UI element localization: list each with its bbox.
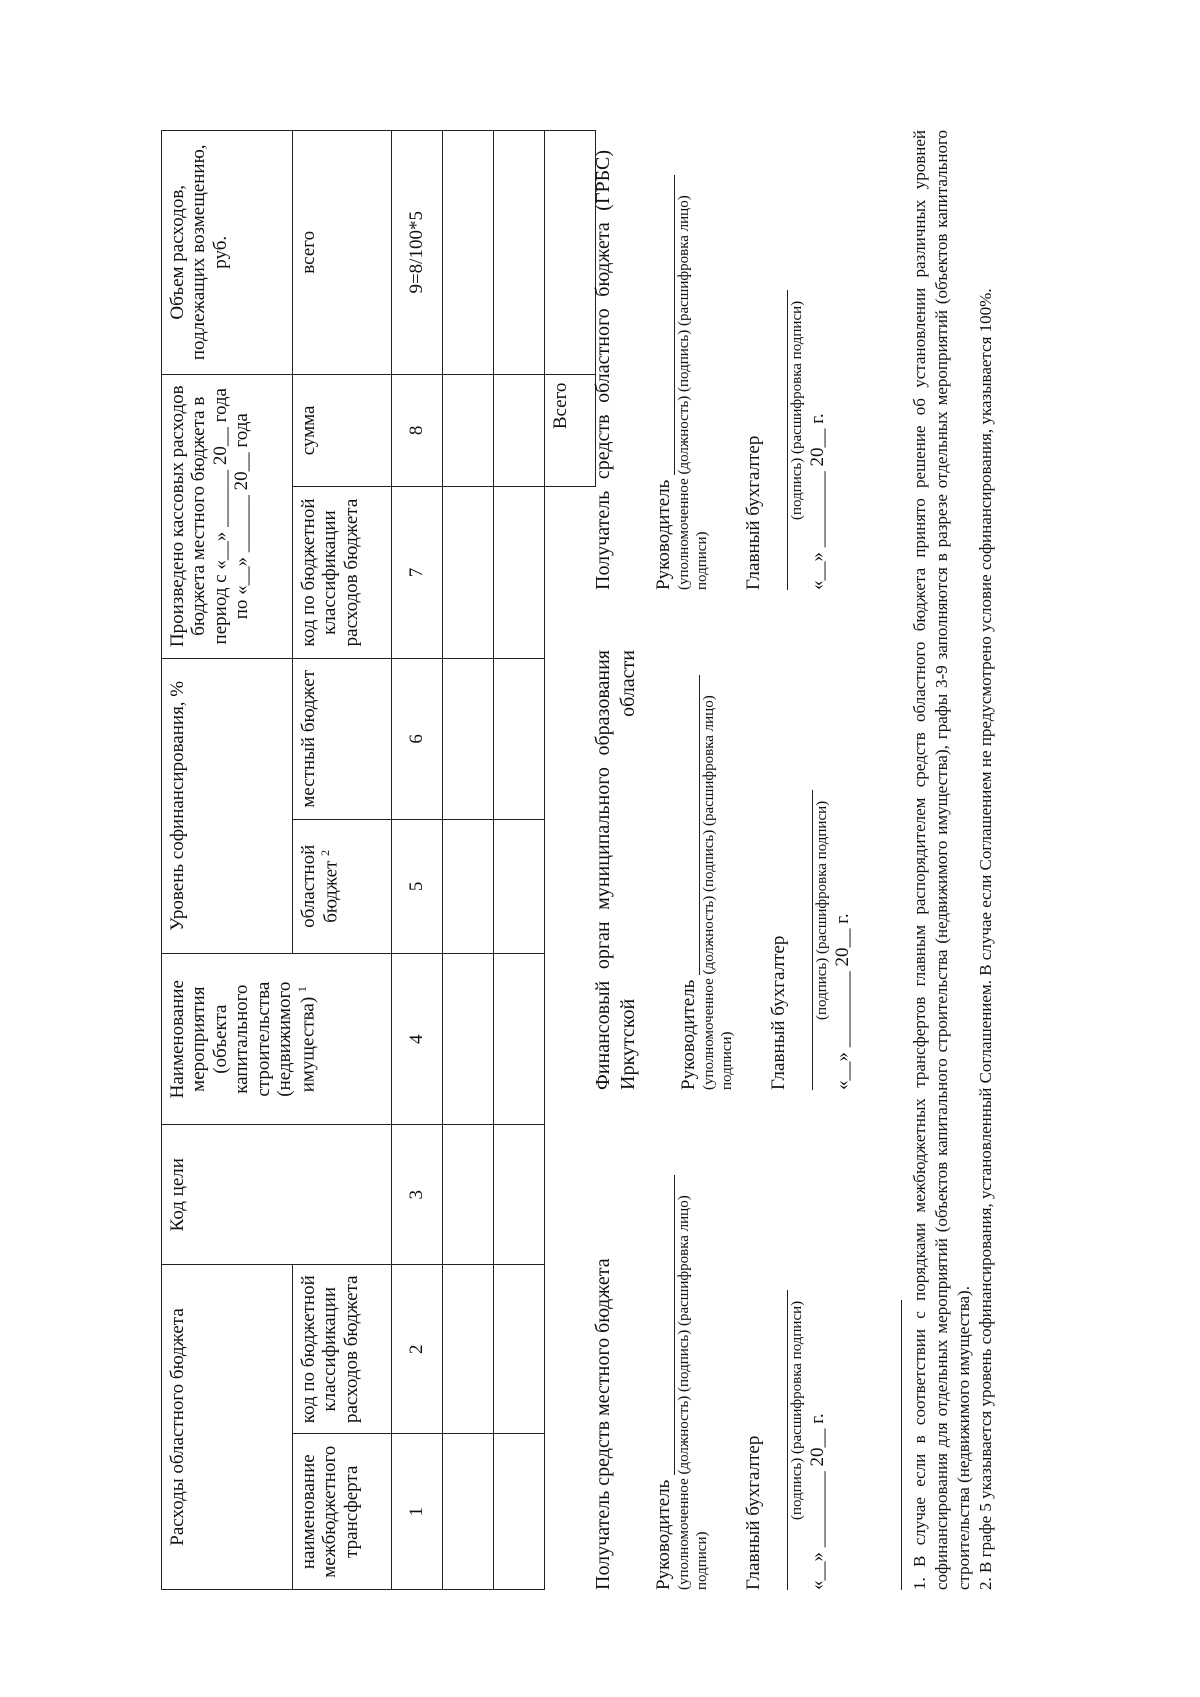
col-num: 5 [392,819,443,953]
signature-block-local [591,1150,830,1590]
total-label: Всего [545,374,596,487]
rotated-page [161,130,1121,1590]
manager-line: Руководитель [677,650,700,1090]
accountant-caption: (подпись) (расшифровка подписи) [814,800,831,1020]
header-local-exec: Произведено кассовых расходов бюджета местного бюджета в период с «__» ______ 20__ года по «__» ______ 20__ года [162,374,293,658]
header-transfer-name: наименование межбюджетного трансферта [293,1434,392,1590]
manager-line: Руководитель [652,1150,675,1590]
footnotes [909,130,997,1590]
header-kbk-1: код по бюджетной классификации расходов бюджета [293,1264,392,1434]
accountant-line: Главный бухгалтер [742,1150,788,1590]
header-total: всего [293,131,392,375]
header-local-budget: местный бюджет [293,658,392,819]
col-num: 9=8/100*5 [392,131,443,375]
signature-heading: Финансовый орган муниципального образования Иркутской области [592,650,639,1090]
accountant-line: Главный бухгалтер [742,150,788,590]
header-goal-code: Код цели [162,1125,392,1264]
col-num: 6 [392,658,443,819]
manager-caption: (уполномоченное (должность) (подпись) (расшифровка лицо) подписи) [676,195,711,590]
col-num: 3 [392,1125,443,1264]
header-row-2 [293,131,392,1590]
table-row [443,131,494,1590]
column-numbers-row [392,131,443,1590]
header-sum: сумма [293,374,392,487]
header-reimb: Объем расходов, подлежащих возмещению, руб. [162,131,293,375]
total-row [545,131,596,1590]
col-num: 2 [392,1264,443,1434]
date-line: «__» ________ 20__ г. [807,413,829,590]
header-kbk-2: код по бюджетной классификации расходов бюджета [293,487,392,659]
footnote-rule [901,1300,902,1590]
footnote-1: 1. В случае если в соответствии с порядками межбюджетных трансфертов главным распорядителем средств областного бюджета принято решение об установлении различных уровней софинансирования для отдельных мероприятий (объектов капитального строительства (недвижимого имущества), графы 3-9 заполняются в разрезе отдельных мероприятий (объектов капитального строительства (недвижимого имущества). [910,130,974,1590]
signature-block-fin [591,650,855,1090]
date-line: «__» ________ 20__ г. [832,913,854,1090]
signature-block-grbs [591,150,830,590]
table-row [494,131,545,1590]
signature-heading: Получатель средств областного бюджета (ГРБС) [592,150,614,590]
col-num: 4 [392,953,443,1125]
header-oblast-expenses: Расходы областного бюджета [162,1264,293,1589]
accountant-caption: (подпись) (расшифровка подписи) [789,300,806,520]
header-cofin-level: Уровень софинансирования, % [162,658,293,953]
col-num: 7 [392,487,443,659]
expenses-table [161,130,596,1590]
accountant-caption: (подпись) (расшифровка подписи) [789,1300,806,1520]
manager-caption: (уполномоченное (должность) (подпись) (расшифровка лицо) подписи) [676,1195,711,1590]
header-event-name: Наименование мероприятия (объекта капитального строительства (недвижимого имущества) $^1$ [162,953,392,1125]
footnote-2: 2. В графе 5 указывается уровень софинансирования, установленный Соглашением. В случае если Соглашением не предусмотрено условие софинансирования, указывается 100%. [976,288,996,1590]
col-num: 1 [392,1434,443,1590]
manager-line: Руководитель [652,150,675,590]
header-oblast-budget: областной бюджет $^2$ [293,819,392,953]
signature-heading: Получатель средств местного бюджета [592,1258,614,1590]
date-line: «__» ________ 20__ г. [807,1413,829,1590]
accountant-line: Главный бухгалтер [767,650,813,1090]
header-row-1 [162,131,293,1590]
manager-caption: (уполномоченное (должность) (подпись) (расшифровка лицо) подписи) [701,695,736,1090]
col-num: 8 [392,374,443,487]
